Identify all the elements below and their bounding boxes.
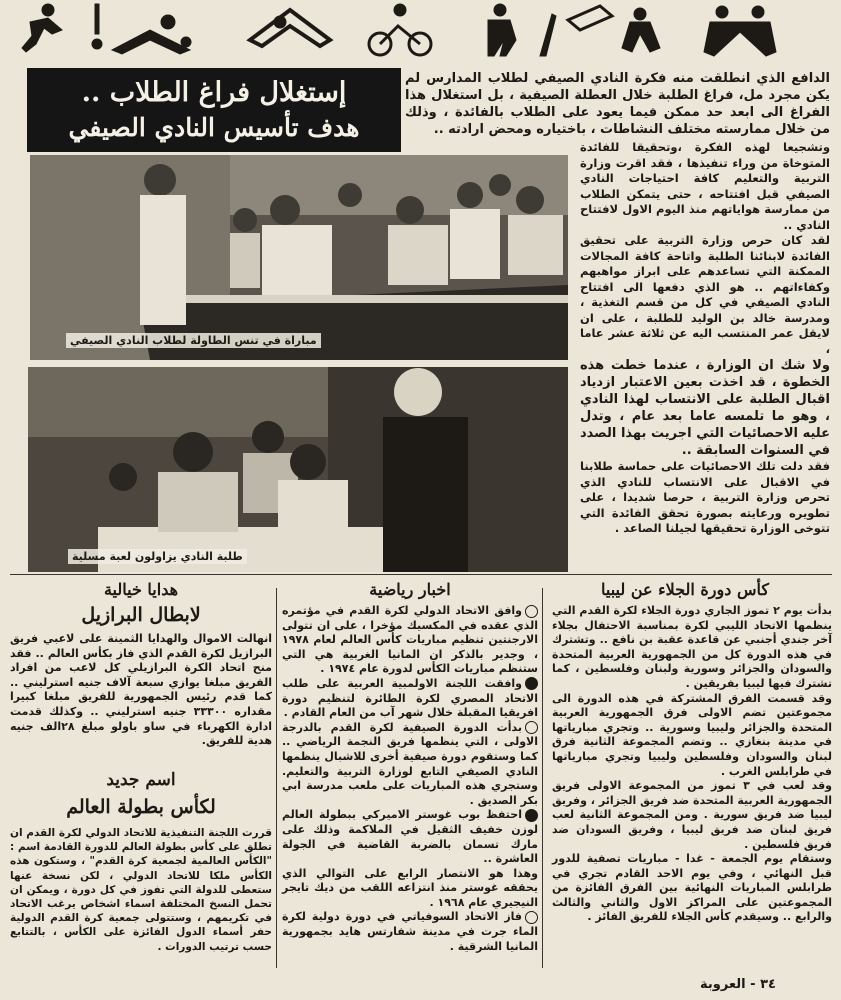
- photo-students-game: [28, 367, 568, 572]
- headline-line-2: هدف تأسيس النادي الصيفي: [68, 113, 360, 142]
- bullet-open-icon: [525, 721, 538, 734]
- news-item-4b: وهذا هو الانتصار الرابع على التوالي الذي يحققه غوستر منذ انتزاعه اللقب من ديك تايجر النيجيري عام ١٩٦٨ .: [282, 866, 538, 909]
- libya-para-1: بدأت يوم ٢ تموز الجاري دورة الجلاء لكرة القدم التي ينظمها الاتحاد الليبي لكرة بمناسبة الاحتفال بجلاء آخر جندي أجنبي عن قاعدة عقبة بن نافع .. وتشترك في هذه الدورة كل من الجمهورية العربية المتحدة والسودان والجزائر وسورية ولبنان وفلسطين ، كما تشترك فيها ليبيا بفريقين .: [552, 604, 832, 690]
- bullet-open-icon: [525, 911, 538, 924]
- wrestler-icon: [112, 15, 191, 54]
- rower-icon: [250, 10, 330, 46]
- bullet-filled-icon: [525, 809, 538, 822]
- column-rule-2: [276, 588, 277, 968]
- main-article-para-4: فقد دلت تلك الاحصائيات على حماسة طلابنا في الاقبال على الانتساب للنادي الذي تحرص وزارة التربية ، حرصا شديدا ، على تطويره ورعايته بصورة تحقق الفائدة التي تتوخى الوزارة تحقيقها لجيلنا الصاعد .: [580, 459, 830, 535]
- new-name-title: اسم جديد: [106, 770, 176, 790]
- main-article-column: [580, 140, 830, 537]
- libya-cup-title: كأس دورة الجلاء عن ليبيا: [601, 580, 769, 599]
- news-item-4: احتفظ بوب غوستر الاميركي ببطولة العالم لوزن خفيف الثقيل في الملاكمة وذلك على مارك تسمان بالضربة القاضية في الجولة العاشرة ..: [282, 808, 538, 866]
- archer-icon: [540, 14, 556, 56]
- sports-pictogram-strip: [0, 0, 841, 62]
- brazil-gifts-text: انهالت الاموال والهدايا الثمينة على لاعبي فريق البرازيل لكرة القدم الذي فاز بكأس العالم .. فقد منح اتحاد الكرة البرازيلي كل لاعب من افراد الفريق مبلغا يوازي سبعة آلاف جنيه استرليني .. كما قدم رئيس الجمهورية للفريق مبلغا كبيرا مقداره ٣٣٣٠٠ جنيه استرليني .. وكذلك قدمت ادارة الكهرباء في ساو باولو مبلغ ٢٨الف جنيه هدية للفريق.: [10, 632, 272, 748]
- brazil-gifts-title: هدايا خيالية: [103, 580, 179, 599]
- photo2-caption: طلبة النادي يزاولون لعبة مسلية: [68, 549, 247, 564]
- news-item-3: بدأت الدورة الصيفية لكرة القدم بالدرجة الاولى ، التي ينظمها فريق النجمة الرياضي .. كما وستقوم دورة صيفية أخرى للاشبال ينظمها النادي الصيفي التابع لوزارة التربية والتعليم. وستجري هذه المباريات على ملعب مدرسة ابي بكر الصديق .: [282, 720, 538, 807]
- new-name-subtitle: لكأس بطولة العالم: [66, 796, 216, 818]
- libya-para-2: وقد قسمت الفرق المشتركة في هذه الدورة الى مجموعتين تضم الاولى فرق الجمهورية العربية المتحدة والجزائر وليبيا وسورية .. وتجري مبارياتها في مدينة بنغازي .. وتضم المجموعة الثانية فرق لبنان والسودان وفلسطين وليبيا وتجري مبارياتها في طرابلس الغرب .: [552, 691, 832, 778]
- news-item-2: وافقت اللجنة الاولمبية العربية على طلب الاتحاد المصري لكرة الطائرة لتنظيم دورة افريقيا المقبلة خلال شهر آب من العام القادم .: [282, 676, 538, 720]
- libya-cup-column: [552, 604, 832, 925]
- column-rule-1: [542, 588, 543, 968]
- headline-box: [27, 68, 401, 152]
- bullet-filled-icon: [525, 677, 538, 690]
- photo1-caption: مباراة في تنس الطاولة لطلاب النادي الصيفي: [66, 333, 321, 348]
- intro-paragraph: الدافع الذي انطلقت منه فكرة النادي الصيفي لطلاب المدارس لم يكن مجرد مل، فراغ الطلبة خلال العطلة الصيفية ، بل استغلال هذا الفراغ الى ابعد حد ممكن فيما يعود على الطلاب بالفائدة ، وذلك من خلال ممارسته مختلف النشاطات ، باختياره ومحض ارادته ..: [405, 71, 830, 137]
- runner-icon: [22, 4, 62, 52]
- bullet-open-icon: [525, 605, 538, 618]
- weightlifter-icon: [92, 4, 102, 49]
- page-footer: ٣٤ - العروبة: [700, 977, 776, 992]
- photo-table-tennis: [30, 155, 568, 360]
- section-divider: [10, 574, 832, 575]
- high-jumper-icon: [568, 6, 660, 52]
- libya-para-3: وقد لعب في ٣ تموز من المجموعة الاولى فريق الجمهورية العربية المتحدة ضد فريق الجزائر ، وفريق ليبيا ضد فريق سورية . ومن المجموعة الثانية لعب فريق لبنان ضد فريق ليبيا ، وفريق السودان ضد فريق فلسطين .: [552, 779, 832, 851]
- news-item-1: وافق الاتحاد الدولي لكرة القدم في مؤتمره الذي عقده في المكسيك مؤخرا ، على ان تتولى الارجنتين تنظيم مباريات كأس العالم لعام ١٩٧٨ ، وجدير بالذكر ان المانيا الغربية هي التي ستنظم مباريات الكأس لدورة عام ١٩٧٤ .: [282, 604, 538, 676]
- libya-para-4: وستقام يوم الجمعة - غدا - مباريات تصفية للدور قبل النهائي ، وفي يوم الاحد القادم تجري في طرابلس المباريات النهائية بين الفرق الفائزة من المجموعتين على المراكز الاول والثاني والثالث والرابع .. وسيقدم كأس الجلاء للفريق الفائز .: [552, 852, 832, 924]
- cyclist-icon: [369, 4, 431, 55]
- main-article-para-1: وتشجيعا لهذه الفكرة ،وتحقيقا للفائدة المتوخاة من وراء تنفيذها ، فقد اقرت وزارة التربية والتعليم كافة احتياجات النادي الصيفي قبل افتتاحه ، حتى يتمكن الطلاب من ممارسة هواياتهم منذ اليوم الاول لافتتاح النادي ..: [580, 140, 830, 232]
- sports-news-column: [282, 604, 538, 954]
- sports-news-title: اخبار رياضية: [369, 580, 451, 599]
- main-article-para-2: لقد كان حرص وزارة التربية على تحقيق الفائدة لابنائنا الطلبة واتاحة كافة المجالات الممكنة التي تساعدهم على ابراز مواهبهم وكفاءاتهم .. هو الذي دفعها الى افتتاح النادي الصيفي في كل من قسم التغذية ، ومدرسة خالد بن الوليد للطلبة ، على ان لايقل عمر المنتسب اليه عن ثلاثة عشر عاما ،: [580, 233, 830, 356]
- headline-line-1: إستغلال فراغ الطلاب ..: [81, 77, 347, 108]
- wrestling-pair-icon: [704, 6, 776, 56]
- news-item-5: فاز الاتحاد السوفياتي في دورة دولية لكرة الماء جرت في مدينة شفارتس هايد بجمهورية المانيا الشرقية .: [282, 910, 538, 953]
- boxer-icon: [488, 4, 516, 56]
- new-name-text: قررت اللجنة التنفيذية للاتحاد الدولي لكرة القدم ان تطلق على كأس بطولة العالم للدورة القادمة اسم : "الكأس العالمية لجمعية كرة القدم" ، وستكون هذه الكأس ملكا للاتحاد الدولي ، لكن نسخة عنها ستعطى للدولة التي تفوز في كل دورة ، ويمكن ان تحمل النسخ المختلفة اسماء اشخاص يرغب الاتحاد في تكريمهم ، وستتولى جمعية كرة القدم الدولية حفر أسماء الدول الفائزة على الكأس ، بالتتابع حسب ترتيب الدورات .: [10, 827, 272, 953]
- main-article-para-3: ولا شك ان الوزارة ، عندما خطت هذه الخطوة ، قد اخذت بعين الاعتبار ازدياد اقبال الطلبة على الانتساب لهذا النادي ، وهو ما تلمسه عاما بعد عام ، وتدل عليه الاحصائيات التي اجريت بهذا الصدد في السنوات السابقة ..: [580, 358, 830, 458]
- brazil-gifts-subtitle: لابطال البرازيل: [81, 604, 201, 626]
